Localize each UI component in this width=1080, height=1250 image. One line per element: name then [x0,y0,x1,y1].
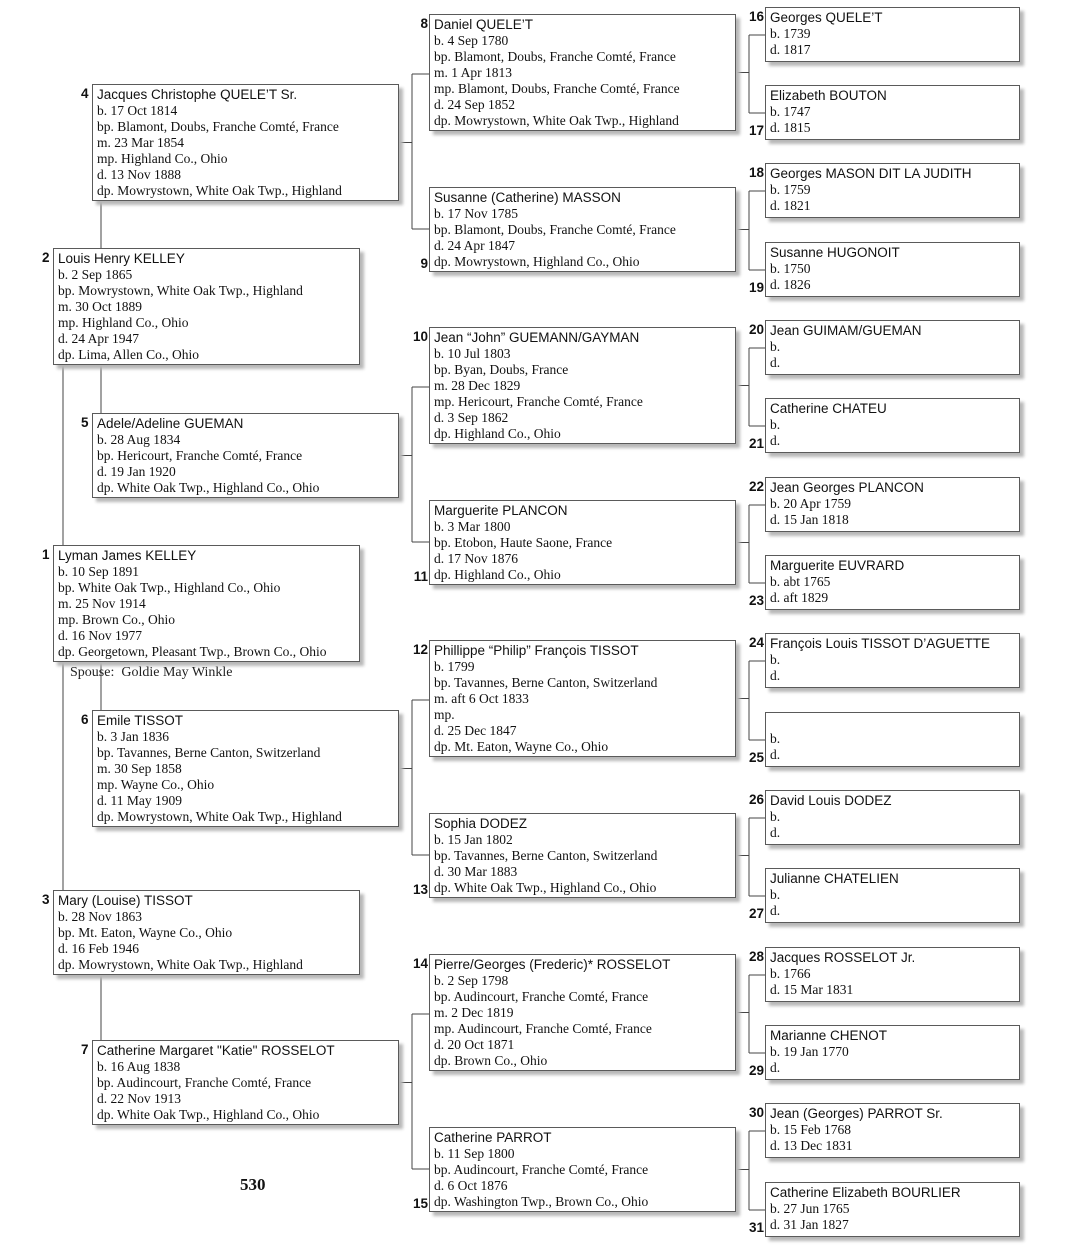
person-name: Elizabeth BOUTON [770,88,887,103]
person-number: 12 [412,642,428,657]
person-number: 30 [748,1105,764,1120]
person-detail: b. 17 Oct 1814 [97,103,178,118]
person-detail: d. 20 Oct 1871 [434,1037,515,1052]
person-detail: mp. Audincourt, Franche Comté, France [434,1021,652,1036]
person-detail: b. abt 1765 [770,574,831,589]
person-name: Susanne (Catherine) MASSON [434,190,621,205]
person-detail: d. 1821 [770,198,811,213]
person-detail: d. aft 1829 [770,590,829,605]
person-number: 28 [748,949,764,964]
person-detail: bp. Mowrystown, White Oak Twp., Highland [58,283,303,298]
person-number: 9 [420,256,428,271]
person-detail: b. 2 Sep 1865 [58,267,133,282]
person-box-19 [765,242,1020,297]
person-name: Jacques Christophe QUELE’T Sr. [97,87,298,102]
person-box-22 [765,477,1020,532]
person-name: Jean “John” GUEMANN/GAYMAN [434,330,640,345]
person-number: 6 [81,712,89,727]
person-detail: bp. Blamont, Doubs, Franche Comté, France [434,222,676,237]
person-box-23 [765,555,1020,610]
person-box-7 [92,1040,399,1125]
person-detail: bp. Byan, Doubs, France [434,362,569,377]
person-name: Jean (Georges) PARROT Sr. [770,1106,943,1121]
person-detail: d. 3 Sep 1862 [434,410,509,425]
person-detail: dp. White Oak Twp., Highland Co., Ohio [434,880,657,895]
page-number: 530 [240,1175,266,1194]
person-box-6 [92,710,399,827]
person-box-3 [53,890,360,975]
person-detail: b. 19 Jan 1770 [770,1044,849,1059]
person-detail: dp. White Oak Twp., Highland Co., Ohio [97,1107,320,1122]
person-name: Susanne HUGONOIT [770,245,900,260]
person-detail: d. 30 Mar 1883 [434,864,518,879]
person-detail: b. 1747 [770,104,811,119]
person-detail: d. [770,747,781,762]
person-detail: d. 31 Jan 1827 [770,1217,849,1232]
person-detail: d. 13 Dec 1831 [770,1138,853,1153]
person-number: 31 [748,1220,764,1235]
person-name: Marguerite EUVRARD [770,558,905,573]
person-box-2 [53,248,360,365]
person-detail: dp. Washington Twp., Brown Co., Ohio [434,1194,649,1209]
person-number: 11 [413,569,428,584]
person-detail: dp. White Oak Twp., Highland Co., Ohio [97,480,320,495]
person-detail: d. 6 Oct 1876 [434,1178,508,1193]
person-detail: dp. Lima, Allen Co., Ohio [58,347,199,362]
person-detail: b. 1739 [770,26,811,41]
person-detail: bp. Audincourt, Franche Comté, France [434,1162,649,1177]
person-name: Lyman James KELLEY [58,548,197,563]
person-detail: m. 2 Dec 1819 [434,1005,514,1020]
person-box-20 [765,320,1020,375]
person-detail: dp. Brown Co., Ohio [434,1053,548,1068]
person-name: Marianne CHENOT [770,1028,888,1043]
person-box-31 [765,1182,1020,1237]
person-box-29 [765,1025,1020,1080]
person-number: 16 [748,9,764,24]
person-detail: d. 24 Apr 1947 [58,331,139,346]
person-detail: d. 15 Jan 1818 [770,512,849,527]
person-detail: b. 3 Jan 1836 [97,729,169,744]
person-detail: b. 1799 [434,659,475,674]
person-detail: mp. [434,707,455,722]
person-number: 14 [412,956,428,971]
person-name: François Louis TISSOT D’AGUETTE [770,636,991,651]
person-box-30 [765,1103,1020,1158]
person-detail: bp. Mt. Eaton, Wayne Co., Ohio [58,925,233,940]
person-detail: b. 10 Jul 1803 [434,346,511,361]
person-box-13 [429,813,736,898]
person-detail: b. 20 Apr 1759 [770,496,851,511]
person-detail: b. 1766 [770,966,811,981]
person-detail: bp. Hericourt, Franche Comté, France [97,448,303,463]
person-detail: d. 25 Dec 1847 [434,723,517,738]
person-detail: b. [770,417,781,432]
person-detail: d. 1826 [770,277,811,292]
person-detail: d. 1815 [770,120,811,135]
person-detail: dp. Mowrystown, White Oak Twp., Highland [58,957,303,972]
person-number: 10 [412,329,428,344]
person-detail: d. 24 Apr 1847 [434,238,515,253]
spouse-line [70,665,233,681]
person-detail: d. [770,1060,781,1075]
person-detail: b. 2 Sep 1798 [434,973,509,988]
person-detail: bp. Blamont, Doubs, Franche Comté, France [97,119,339,134]
person-number: 4 [81,86,89,101]
person-detail: b. 11 Sep 1800 [434,1146,515,1161]
person-detail: b. 4 Sep 1780 [434,33,509,48]
person-name [770,714,1015,731]
person-detail: m. 28 Dec 1829 [434,378,521,393]
person-detail: bp. Tavannes, Berne Canton, Switzerland [434,675,658,690]
person-number: 29 [748,1063,764,1078]
person-name: Catherine Margaret "Katie" ROSSELOT [97,1043,335,1058]
person-detail: d. [770,903,781,918]
person-detail: dp. Highland Co., Ohio [434,426,561,441]
person-name: Sophia DODEZ [434,816,528,831]
person-detail: m. 1 Apr 1813 [434,65,513,80]
person-name: Jean GUIMAM/GUEMAN [770,323,922,338]
person-detail: dp. Highland Co., Ohio [434,567,561,582]
person-detail: dp. Mowrystown, White Oak Twp., Highland [97,183,342,198]
person-name: Jean Georges PLANCON [770,480,924,495]
person-detail: d. 16 Nov 1977 [58,628,142,643]
person-detail: b. 17 Nov 1785 [434,206,518,221]
person-name: Julianne CHATELIEN [770,871,899,886]
person-name: Pierre/Georges (Frederic)* ROSSELOT [434,957,671,972]
person-detail: dp. Mowrystown, White Oak Twp., Highland [434,113,679,128]
person-number: 5 [81,415,89,430]
person-number: 8 [420,16,428,31]
person-detail: mp. Highland Co., Ohio [97,151,228,166]
person-box-10 [429,327,736,444]
person-name: Mary (Louise) TISSOT [58,893,193,908]
person-detail: d. [770,433,781,448]
person-detail: d. [770,668,781,683]
person-number: 13 [412,882,428,897]
person-detail: b. [770,887,781,902]
person-name: Georges QUELE’T [770,10,883,25]
person-number: 26 [748,792,764,807]
person-detail: d. [770,355,781,370]
person-detail: b. 15 Jan 1802 [434,832,513,847]
person-name: Catherine PARROT [434,1130,552,1145]
person-box-17 [765,85,1020,140]
person-detail: dp. Mt. Eaton, Wayne Co., Ohio [434,739,609,754]
person-detail: d. 24 Sep 1852 [434,97,515,112]
person-number: 1 [42,547,50,562]
person-detail: dp. Mowrystown, White Oak Twp., Highland [97,809,342,824]
person-name: David Louis DODEZ [770,793,892,808]
person-box-12 [429,640,736,757]
person-name: Catherine CHATEU [770,401,887,416]
person-detail: bp. Tavannes, Berne Canton, Switzerland [434,848,658,863]
person-detail: b. 27 Jun 1765 [770,1201,850,1216]
person-detail: bp. Blamont, Doubs, Franche Comté, France [434,49,676,64]
person-detail: d. 16 Feb 1946 [58,941,139,956]
person-detail: b. 15 Feb 1768 [770,1122,851,1137]
person-box-9 [429,187,736,272]
person-detail: b. 1759 [770,182,811,197]
person-detail: m. 30 Sep 1858 [97,761,182,776]
person-detail: dp. Mowrystown, Highland Co., Ohio [434,254,640,269]
person-detail: mp. Brown Co., Ohio [58,612,176,627]
person-name: Emile TISSOT [97,713,184,728]
person-box-4 [92,84,399,201]
person-detail: mp. Highland Co., Ohio [58,315,189,330]
person-detail: d. 17 Nov 1876 [434,551,518,566]
person-box-16 [765,7,1020,62]
spouse-name: Goldie May Winkle [121,665,233,680]
person-box-8 [429,14,736,131]
person-box-18 [765,163,1020,218]
person-number: 2 [42,250,50,265]
person-name: Adele/Adeline GUEMAN [97,416,244,431]
person-detail: d. 11 May 1909 [97,793,182,808]
person-box-25 [765,712,1020,767]
person-name: Georges MASON DIT LA JUDITH [770,166,972,181]
person-number: 21 [748,436,764,451]
person-detail: b. 3 Mar 1800 [434,519,511,534]
person-detail: mp. Hericourt, Franche Comté, France [434,394,643,409]
person-number: 27 [748,906,764,921]
person-box-27 [765,868,1020,923]
person-number: 15 [412,1196,428,1211]
person-detail: m. aft 6 Oct 1833 [434,691,529,706]
person-name: Louis Henry KELLEY [58,251,185,266]
person-detail: bp. Tavannes, Berne Canton, Switzerland [97,745,321,760]
person-box-24 [765,633,1020,688]
person-number: 3 [42,892,50,907]
person-detail: b. 10 Sep 1891 [58,564,139,579]
person-number: 18 [748,165,764,180]
person-detail: b. 16 Aug 1838 [97,1059,181,1074]
person-number: 23 [748,593,764,608]
person-box-26 [765,790,1020,845]
person-name: Catherine Elizabeth BOURLIER [770,1185,961,1200]
person-box-11 [429,500,736,585]
person-detail: m. 23 Mar 1854 [97,135,184,150]
person-name: Phillippe “Philip” François TISSOT [434,643,639,658]
person-box-14 [429,954,736,1071]
spouse-label: Spouse: [70,665,115,680]
person-box-21 [765,398,1020,453]
person-number: 17 [748,123,764,138]
person-detail: d. 15 Mar 1831 [770,982,854,997]
person-detail: b. [770,652,781,667]
person-number: 20 [748,322,764,337]
person-detail: d. 1817 [770,42,811,57]
person-detail: bp. Audincourt, Franche Comté, France [97,1075,312,1090]
person-box-1 [53,545,360,662]
person-detail: b. 1750 [770,261,811,276]
person-number: 24 [748,635,764,650]
person-name: Daniel QUELE’T [434,17,534,32]
person-detail: b. 28 Nov 1863 [58,909,142,924]
person-number: 19 [748,280,764,295]
person-detail: bp. Audincourt, Franche Comté, France [434,989,649,1004]
person-box-5 [92,413,399,498]
person-number: 25 [748,750,764,765]
person-detail: bp. Etobon, Haute Saone, France [434,535,613,550]
person-detail: dp. Georgetown, Pleasant Twp., Brown Co., Ohio [58,644,327,659]
person-detail: mp. Wayne Co., Ohio [97,777,215,792]
person-detail: b. 28 Aug 1834 [97,432,181,447]
person-detail: d. [770,825,781,840]
person-detail: b. [770,809,781,824]
person-box-28 [765,947,1020,1002]
person-detail: mp. Blamont, Doubs, Franche Comté, France [434,81,680,96]
person-detail: b. [770,339,781,354]
person-detail: m. 25 Nov 1914 [58,596,146,611]
person-number: 22 [748,479,764,494]
person-detail: d. 13 Nov 1888 [97,167,181,182]
person-detail: d. 19 Jan 1920 [97,464,176,479]
person-detail: d. 22 Nov 1913 [97,1091,181,1106]
person-detail: b. [770,731,781,746]
person-number: 7 [81,1042,89,1057]
person-name: Marguerite PLANCON [434,503,568,518]
person-detail: bp. White Oak Twp., Highland Co., Ohio [58,580,281,595]
person-detail: m. 30 Oct 1889 [58,299,142,314]
person-box-15 [429,1127,736,1212]
person-name: Jacques ROSSELOT Jr. [770,950,916,965]
